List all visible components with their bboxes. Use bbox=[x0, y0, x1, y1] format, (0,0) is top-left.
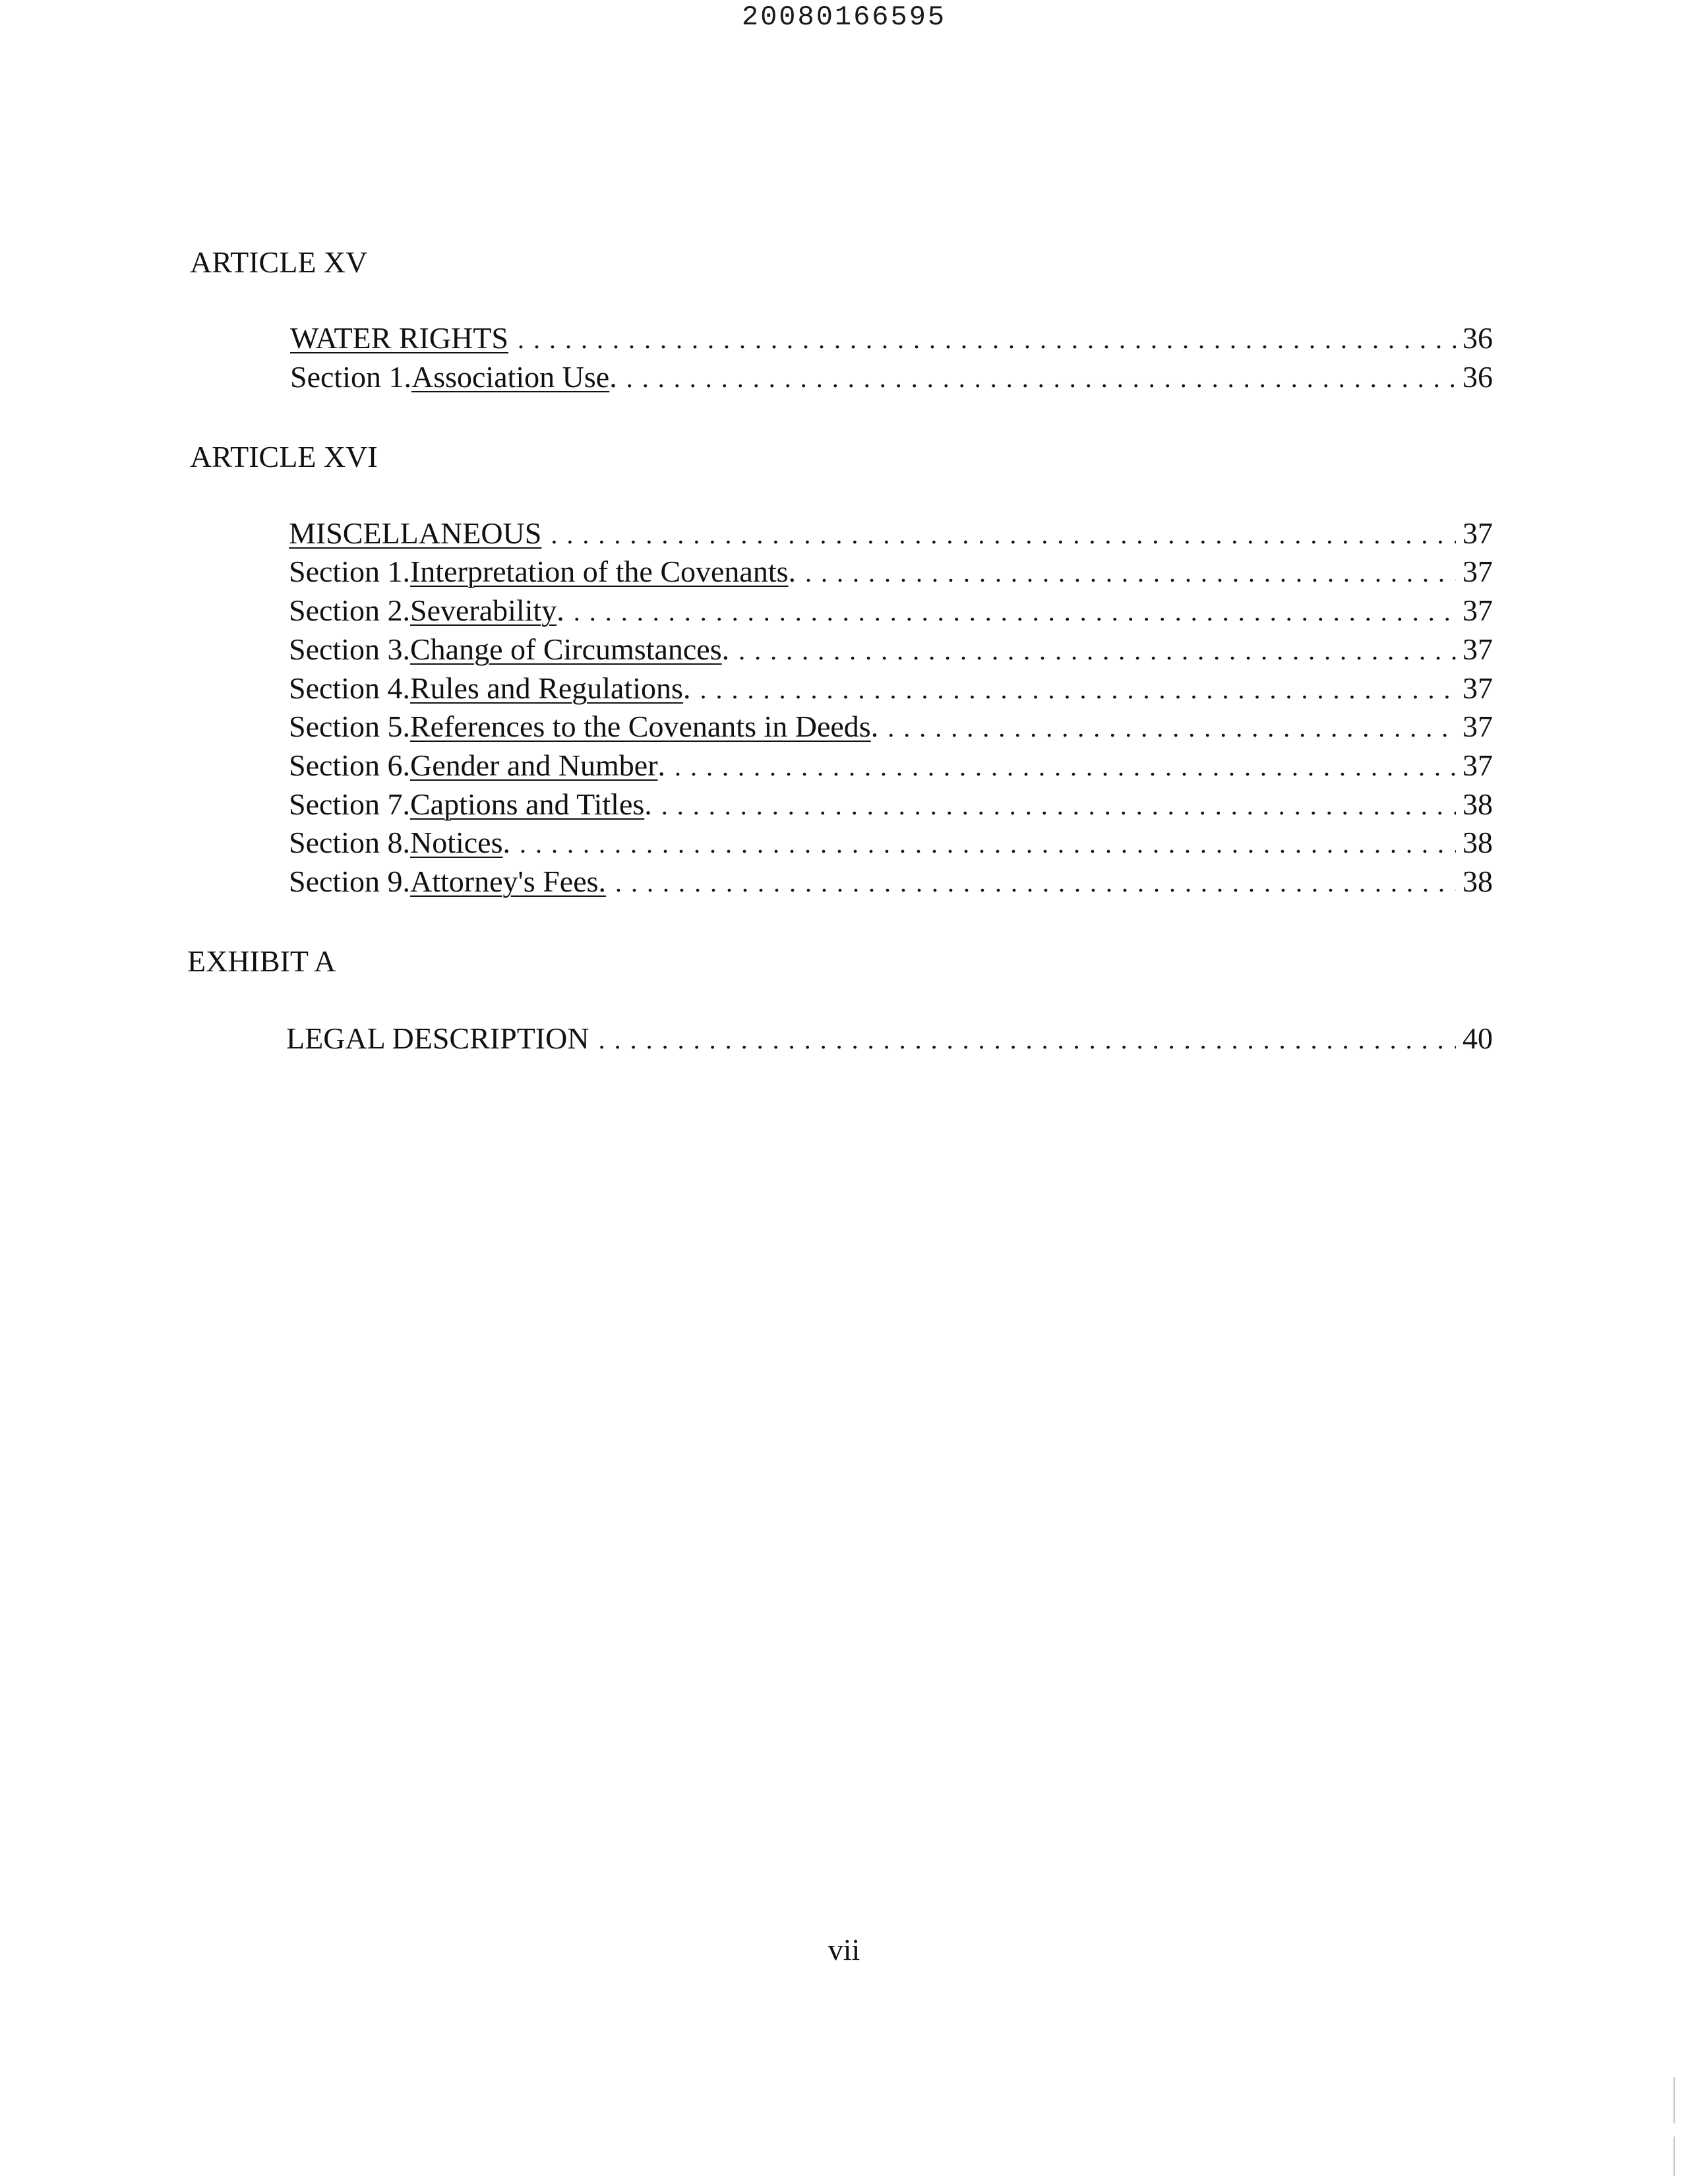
toc-section-row[interactable] bbox=[289, 863, 1493, 901]
page-number: 37 bbox=[1462, 671, 1493, 705]
section-title: Gender and Number bbox=[409, 748, 658, 782]
section-suffix: . bbox=[682, 671, 691, 705]
page-footer-number: vii bbox=[828, 1933, 860, 1966]
section-suffix: . bbox=[870, 710, 879, 743]
page-number: 40 bbox=[1462, 1021, 1493, 1055]
document-number: 20080166595 bbox=[741, 1, 947, 33]
page-number: 37 bbox=[1462, 555, 1493, 588]
toc-section-row[interactable] bbox=[289, 746, 1493, 785]
scan-edge-mark bbox=[1673, 2077, 1675, 2123]
dot-leader bbox=[626, 359, 1456, 398]
section-suffix: . bbox=[644, 787, 652, 821]
dot-leader bbox=[888, 709, 1456, 747]
section-number: Section 6. bbox=[289, 748, 410, 782]
section-number: Section 4. bbox=[289, 671, 410, 705]
dot-leader bbox=[805, 554, 1456, 592]
page-number: 37 bbox=[1462, 632, 1493, 666]
dot-leader bbox=[520, 825, 1456, 863]
section-number: Section 2. bbox=[289, 593, 410, 627]
section-suffix: . bbox=[788, 555, 797, 588]
section-title: Notices bbox=[409, 826, 503, 859]
section-number: Section 1. bbox=[289, 555, 410, 588]
section-title: Captions and Titles bbox=[409, 787, 645, 821]
article-xv-label: ARTICLE XV bbox=[190, 245, 368, 279]
section-number: Section 9. bbox=[289, 864, 410, 898]
page-number: 36 bbox=[1462, 321, 1493, 355]
section-title: References to the Covenants in Deeds bbox=[409, 710, 871, 743]
section-title: Interpretation of the Covenants bbox=[409, 555, 789, 588]
section-number: Section 3. bbox=[289, 632, 410, 666]
section-title: Association Use bbox=[411, 360, 610, 394]
section-suffix: . bbox=[657, 748, 666, 782]
dot-leader bbox=[700, 671, 1456, 709]
section-suffix: . bbox=[557, 593, 564, 627]
section-number: Section 5. bbox=[289, 710, 410, 743]
page-number: 38 bbox=[1462, 864, 1493, 898]
section-title: Severability bbox=[409, 593, 557, 627]
toc-section-row[interactable] bbox=[289, 708, 1493, 746]
section-title: Change of Circumstances bbox=[409, 632, 722, 666]
page-number: 37 bbox=[1462, 593, 1493, 627]
toc-section-row[interactable] bbox=[289, 630, 1493, 669]
toc-section-row[interactable] bbox=[289, 669, 1493, 708]
page-number: 37 bbox=[1462, 516, 1493, 550]
page-number: 36 bbox=[1462, 360, 1493, 394]
dot-leader bbox=[599, 1021, 1456, 1059]
toc-section-row[interactable] bbox=[289, 592, 1493, 630]
section-suffix: . bbox=[502, 826, 510, 859]
toc-section-row[interactable] bbox=[289, 553, 1493, 591]
section-title: Rules and Regulations bbox=[409, 671, 683, 705]
dot-leader bbox=[518, 320, 1456, 359]
heading-title: MISCELLANEOUS bbox=[289, 516, 542, 550]
dot-leader bbox=[551, 516, 1456, 554]
dot-leader bbox=[738, 632, 1456, 670]
dot-leader bbox=[574, 593, 1456, 631]
section-number: Section 7. bbox=[289, 787, 410, 821]
section-title: Attorney's Fees. bbox=[409, 864, 607, 898]
page-number: 38 bbox=[1462, 787, 1493, 821]
dot-leader bbox=[675, 748, 1456, 786]
scan-edge-mark bbox=[1673, 2137, 1675, 2176]
toc-heading-miscellaneous[interactable] bbox=[289, 514, 1493, 553]
section-number: Section 8. bbox=[289, 826, 410, 859]
toc-section-row[interactable] bbox=[290, 358, 1493, 396]
heading-title: WATER RIGHTS bbox=[290, 321, 508, 355]
page-number: 37 bbox=[1462, 748, 1493, 782]
exhibit-a-label: EXHIBIT A bbox=[187, 944, 336, 978]
dot-leader bbox=[661, 787, 1456, 825]
section-suffix: . bbox=[609, 360, 617, 394]
toc-section-row[interactable] bbox=[289, 785, 1493, 824]
toc-section-row[interactable] bbox=[289, 824, 1493, 862]
toc-heading-legal-description[interactable] bbox=[286, 1019, 1493, 1058]
section-suffix: . bbox=[721, 632, 730, 666]
dot-leader bbox=[615, 864, 1456, 902]
section-number: Section 1. bbox=[290, 360, 411, 394]
article-xvi-label: ARTICLE XVI bbox=[190, 440, 378, 473]
page-number: 37 bbox=[1462, 710, 1493, 743]
heading-title: LEGAL DESCRIPTION bbox=[286, 1021, 589, 1055]
toc-heading-water-rights[interactable] bbox=[290, 319, 1493, 357]
page-number: 38 bbox=[1462, 826, 1493, 859]
